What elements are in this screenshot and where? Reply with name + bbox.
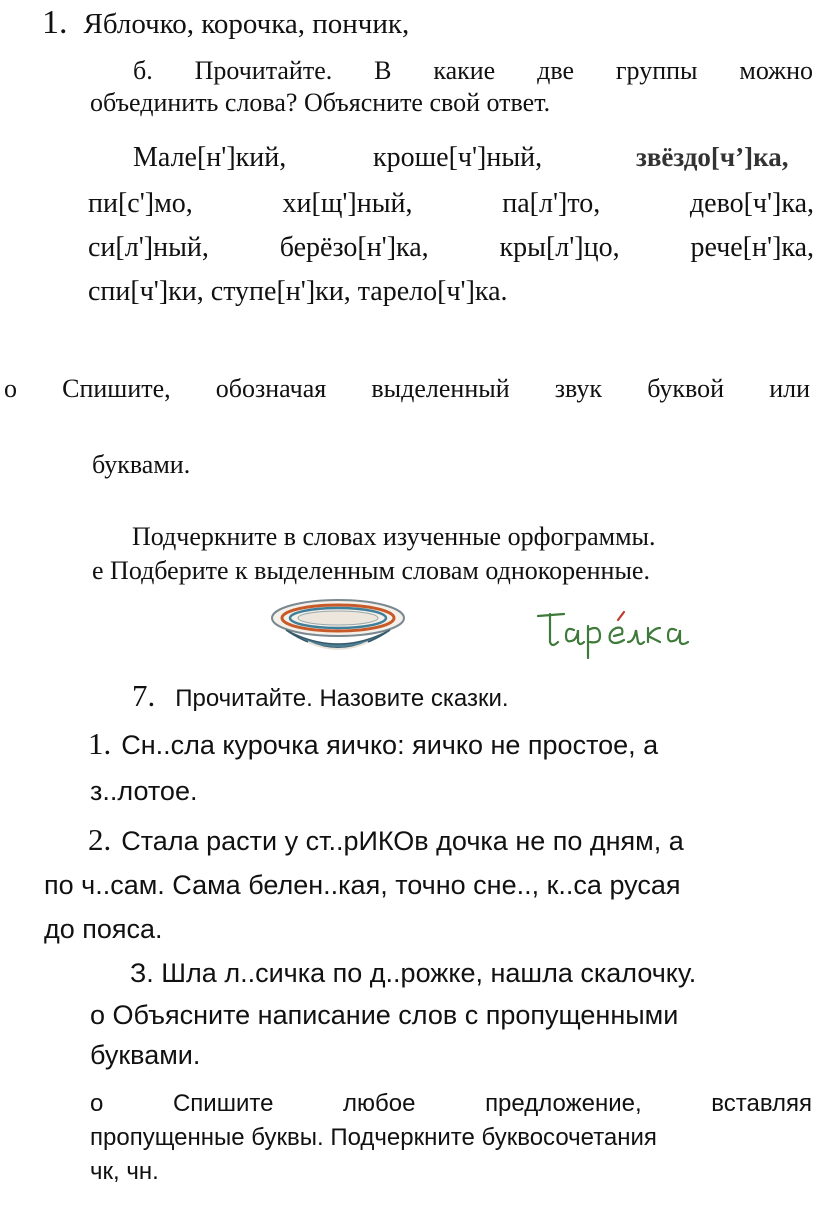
task-underline-line1: Подчеркните в словах изученные орфограммы. <box>132 522 656 551</box>
item7-line <box>132 678 509 714</box>
task-explain-line2: буквами. <box>90 1040 201 1070</box>
task-copy-line3: чк, чн. <box>90 1158 159 1185</box>
task-underline-line2: е Подберите к выделенным словам однокоренные. <box>92 556 650 585</box>
words-row1 <box>133 142 813 174</box>
tale1-line2: з..лотое. <box>90 776 198 806</box>
word: кроше[ч']ный, <box>373 142 543 173</box>
words-row2: пи[с']мо, хи[щ']ный, па[л']то, дево[ч']ка, <box>88 188 814 219</box>
task-copy-line1: о Спишите любое предложение, вставляя <box>90 1090 813 1117</box>
item1-number: 1. <box>42 4 68 41</box>
tale1-number: 1. <box>88 726 112 761</box>
highlighted-word: звёздо[ч’]ка, <box>636 142 789 172</box>
cursive-word-text <box>560 612 563 613</box>
tale2-line1 <box>88 822 814 858</box>
tale1-line1 <box>88 726 658 762</box>
words-row4: спи[ч']ки, ступе[н']ки, тарело[ч']ка. <box>88 276 508 307</box>
item7-number: 7. <box>132 678 156 713</box>
tale2-line2: по ч..сам. Сама белен..кая, точно сне.., к..са русая <box>44 870 681 900</box>
task-write-line2: буквами. <box>92 450 191 479</box>
item1-line <box>42 4 409 48</box>
task-copy-line2: пропущенные буквы. Подчеркните буквосочетания <box>90 1124 657 1151</box>
task-explain-line1: о Объясните написание слов с пропущенными <box>90 1000 679 1030</box>
task-b-line2: объединить слова? Объясните свой ответ. <box>90 88 551 117</box>
tale2-text: Стала расти у ст..рИКОв дочка не по дням, а <box>121 826 684 856</box>
tale3-line: З. Шла л..сичка по д..рожке, нашла скалочку. <box>130 958 697 988</box>
tale2-number: 2. <box>88 822 112 857</box>
item1-text: Яблочко, корочка, пончик, <box>83 8 410 40</box>
item7-text: Прочитайте. Назовите сказки. <box>175 685 509 712</box>
task-b-line1: б. Прочитайте. В какие две группы можно <box>133 56 814 85</box>
tale1-text: Сн..сла курочка яичко: яичко не простое, а <box>121 730 659 760</box>
task-write-line1: о Спишите, обозначая выделенный звук буквой или <box>4 374 811 403</box>
word: Мале[н']кий, <box>133 142 287 173</box>
cursive-word-drawing <box>530 596 700 662</box>
plate-icon <box>268 596 408 662</box>
tale2-line3: до пояса. <box>44 914 163 944</box>
words-row3: си[л']ный, берёзо[н']ка, кры[л']цо, рече[н']ка, <box>88 232 815 263</box>
